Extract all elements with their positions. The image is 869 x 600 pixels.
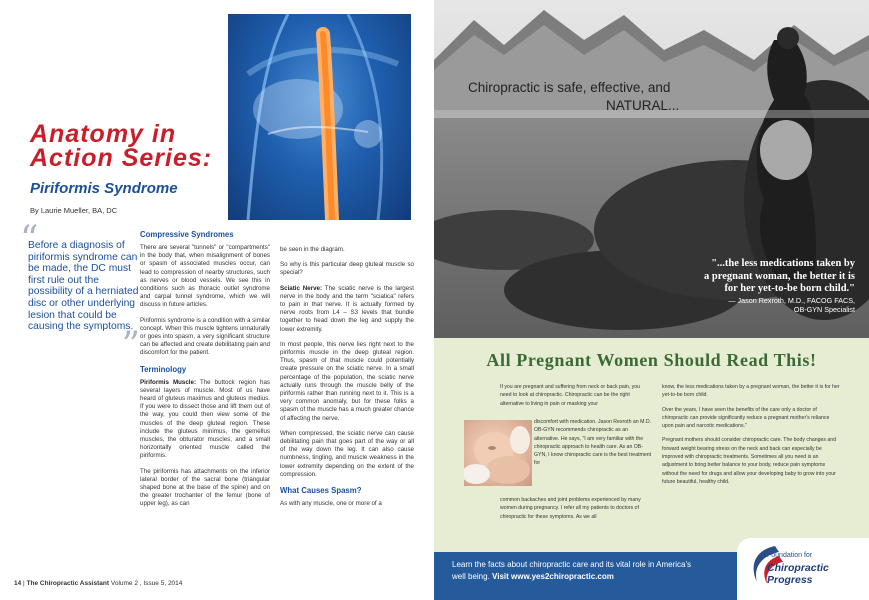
title-line-2: Action Series: [30,144,213,172]
panel-heading: All Pregnant Women Should Read This! [486,350,817,370]
issue-info: Volume 2 , Issue 5, 2014 [110,580,183,587]
footer-separator: | [23,580,25,587]
paragraph: When compressed, the sciatic nerve can cause debilitating pain that goes part of the way or all of the way down the leg. It can also cause numbness, tingling, and muscle weakness in the lower extremity depending on the extent of the compression. [280,429,414,478]
panel-text-column-2 [662,383,842,492]
attribution-line: — Jason Rexroth, M.D., FACOG FACS, [728,296,855,305]
quote-attribution [635,296,855,314]
byline: By Laurie Mueller, BA, DC [30,206,118,215]
quote-line: a pregnant woman, the better it is [704,270,855,282]
open-quote-icon: “ [20,219,39,260]
panel-text-quote-start: discomfort with medication. Jason Rexroth an M.D. OB-GYN recommends chiropractic as an alternative. He says, "I am very familiar with the chiropractic approach to health care. As an OB-GYN, I know chiropractic care is the best treatment for [534,419,652,467]
website-link[interactable]: Visit www.yes2chiropractic.com [492,572,614,581]
panel-text-quote-cont: common backaches and joint problems experienced by many women during pregnancy. I refer all my patients to doctors of chiropractic for these symptoms. As we all [500,497,641,520]
paragraph: be seen in the diagram. [280,246,345,253]
paragraph [140,379,270,461]
term-text: The buttock region has several layers of muscle. Most of us have heard of gluteus maximus and gluteus medius. If you were to dissect those and lift them out of the way, you could then view some of the muscles of the deep gluteal region. These include the gluteus minimus, the gemellus muscles, the obturator muscles, and a small horizontally oriented muscle called the piriformis. [140,378,270,460]
article-column-1 [140,230,270,516]
quote-line: "...the less medications taken by [711,258,855,269]
paragraph: There are several "tunnels" or "compartments" in the body that, when misalignment of bones or spasm of associated muscles occur, can lead to compression of nearby structures, such as nerves or blood vessels. We see this in conditions such as thoracic outlet syndrome and carpal tunnel syndrome, which we will discuss in future articles. [140,244,270,309]
photo-tagline-line-1: Chiropractic is safe, effective, and [468,80,671,95]
paragraph: Pregnant mothers should consider chiropractic care. The body changes and forward weight bearing stress on the neck and back can especially be improved with chiropractic treatments. Sometimes all you need is an adjustment to bring better balance to your body, reduce pain symptoms without the need for drugs and allow your developing baby to grow into your future beautiful, healthy child. [662,437,837,485]
quote-line: for her yet-to-be born child." [724,283,855,294]
paragraph: Over the years, I have seen the benefits of the care only a doctor of chiropractic can provide significantly reduce a pregnant mother's reliance upon pain and narcotic medications." [662,406,830,430]
paragraph: know, the less medications taken by a pregnant woman, the better it is for her yet-to-be born child. [662,384,840,399]
paragraph: The piriformis has attachments on the inferior lateral border of the sacral bone (triangular shaped bone at the base of the spine) and on the greater trochanter of the femur (bone of upper leg), as can [140,467,270,508]
section-heading-compressive: Compressive Syndromes [140,230,234,239]
paragraph: So why is this particular deep gluteal muscle so special? [280,261,414,277]
panel-text-intro: If you are pregnant and suffering from neck or back pain, you need to look at chiropractic. Chiropractic can be the right alternative to living in pain or masking your [500,384,641,407]
right-page [434,0,869,600]
foundation-logo [737,538,869,600]
left-page [0,0,434,600]
section-heading-terminology: Terminology [140,364,187,374]
anatomy-illustration [228,14,411,220]
pull-quote-text: Before a diagnosis of piriformis syndrome can be made, the DC must first rule out the possibility of a herniated disc or other underlying lesion that could be causing the symptoms. [28,240,139,333]
logo-line-2: Chiropractic Progress [767,562,829,586]
term-label: Sciatic Nerve: [280,284,323,292]
close-quote-icon: ” [121,325,140,366]
cta-line-2 [452,572,614,581]
magazine-name: The Chiropractic Assistant [26,580,110,587]
title-line-1: Anatomy in [30,120,177,148]
section-heading-spasm: What Causes Spasm? [280,486,362,496]
article-title [30,122,250,170]
doctor-quote [645,258,855,296]
term-text: The sciatic nerve is the largest nerve in the body and the term "sciatica" refers to pain in that nerve. It is actually formed by nerve roots from L4 – S3 levels that bundle together to head down the leg and supply the lower extremity. [280,284,414,333]
term-label: Piriformis Muscle: [140,378,196,386]
cta-line-1: Learn the facts about chiropractic care and its vital role in America's [452,560,691,569]
baby-photo [464,420,532,486]
article-column-2 [280,246,414,515]
paragraph: In most people, this nerve lies right next to the piriformis muscle in the deep gluteal region. Thus, spasm of that muscle could potentially create pressure on the sciatic nerve. In a small percentage of the population, the sciatic nerve actually runs through the muscle belly of the piriformis rather than running next to it. This is a very common anomaly, but for these folks a spasm of the muscle has a much greater chance of affecting the nerve. [280,340,414,422]
logo-line-1: Foundation for [767,552,813,559]
photo-tagline-line-2: NATURAL... [606,98,680,113]
info-panel [434,338,869,552]
article-subtitle: Piriformis Syndrome [30,180,178,197]
page-footer [14,580,182,587]
page-number: 14 [14,580,22,587]
paragraph [280,285,414,334]
pull-quote [20,219,140,366]
paragraph: Piriformis syndrome is a condition with a similar concept. When this muscle tightens unnaturally or goes into spasm, a very significant structure can be affected and create debilitating pain and discomfort for the patient. [140,316,270,357]
cta-prefix: well being. [452,572,493,581]
attribution-line: OB-GYN Specialist [793,305,855,314]
paragraph: As with any muscle, one or more of a [280,500,382,508]
